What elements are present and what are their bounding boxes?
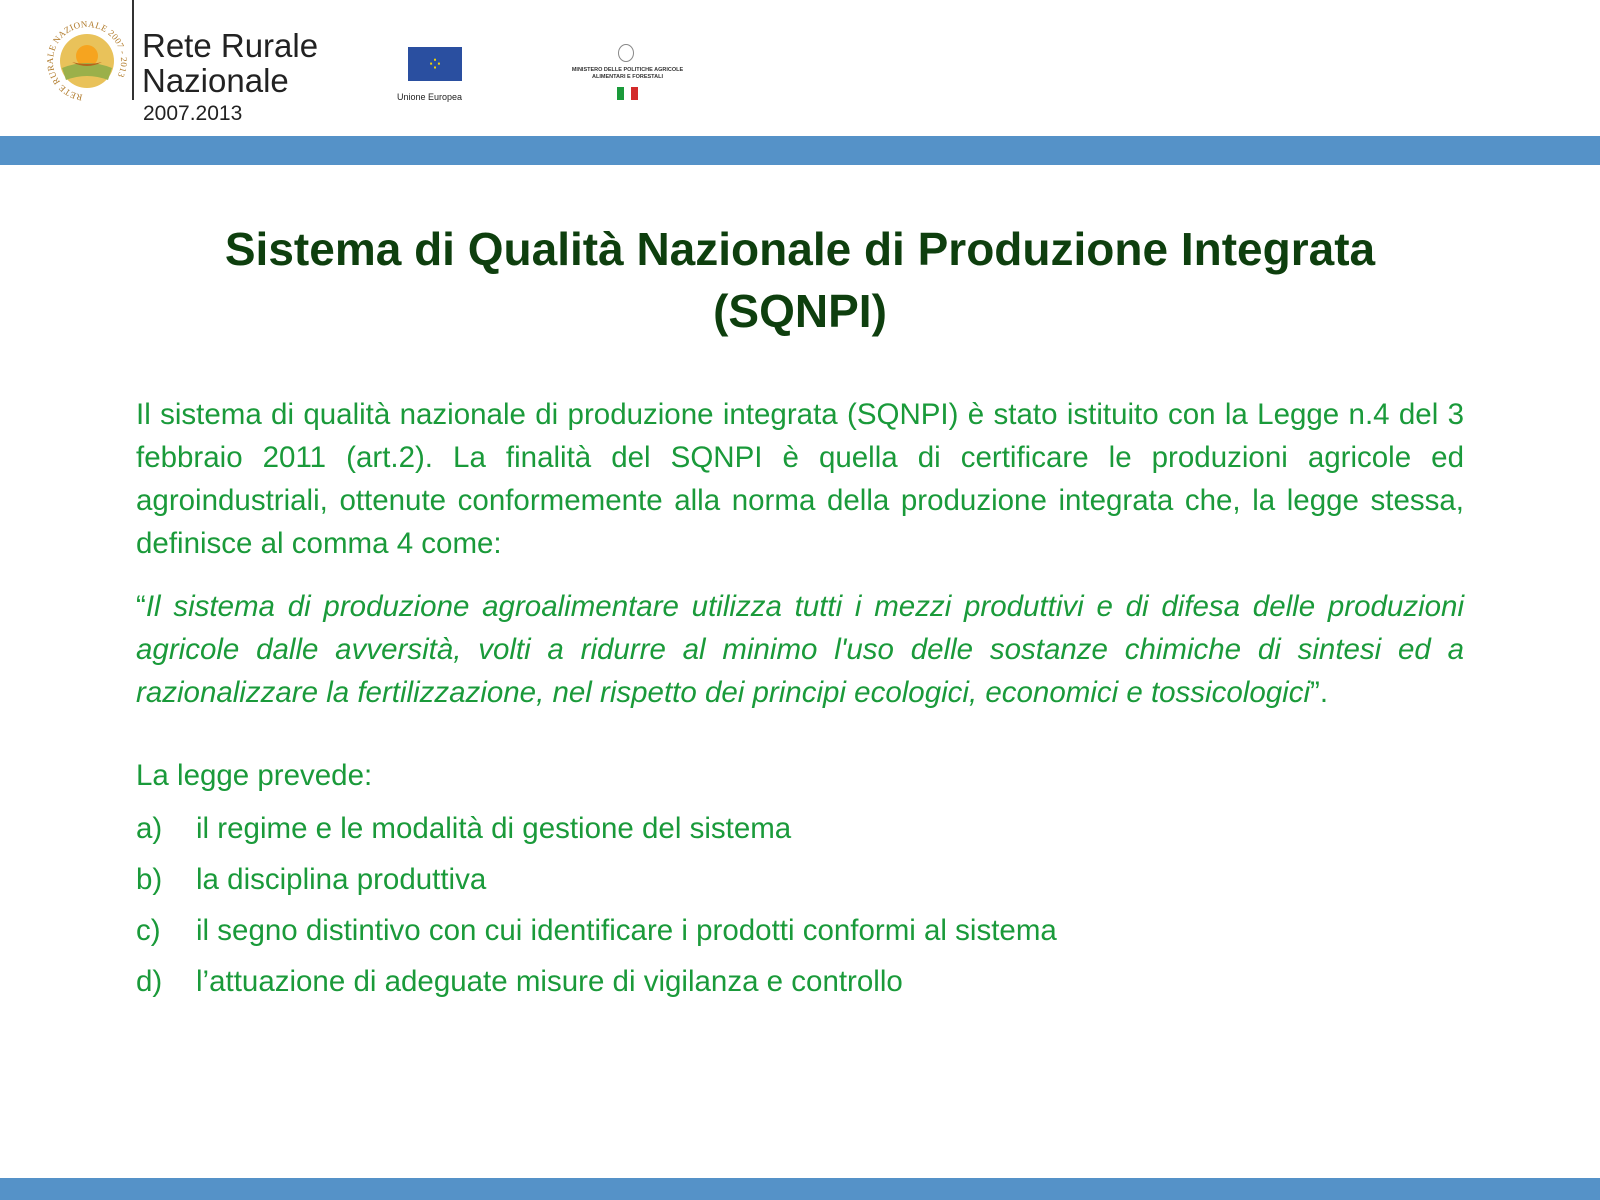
italian-flag-icon — [617, 87, 638, 100]
quote-text: Il sistema di produzione agroalimentare utilizza tutti i mezzi produttivi e di difesa delle produzioni agricole dalle avversità, volti a ridurre al minimo l'uso delle sostanze chimiche di sintesi ed a razionalizzare la fertilizzazione, nel rispetto dei principi ecologici, economici e tossicologici — [136, 590, 1464, 709]
list-marker: c) — [136, 914, 161, 947]
quote-open: “ — [136, 590, 146, 623]
rrn-name-line2: Nazionale — [142, 62, 289, 99]
list-text: l’attuazione di adeguate misure di vigilanza e controllo — [196, 965, 903, 998]
divider — [132, 0, 134, 100]
provisions-list — [136, 803, 1464, 1007]
list-text: il regime e le modalità di gestione del sistema — [196, 812, 792, 845]
law-quote — [136, 585, 1464, 714]
list-marker: b) — [136, 863, 163, 896]
ministry-line1: MINISTERO DELLE POLITICHE AGRICOLE — [571, 67, 684, 73]
title-line1: Sistema di Qualità Nazionale di Produzione Integrata — [224, 223, 1376, 275]
list-text: il segno distintivo con cui identificare i prodotti conformi al sistema — [196, 914, 1057, 947]
slide-body — [136, 393, 1464, 1007]
rete-rurale-logo — [44, 18, 130, 104]
list-item — [136, 956, 1464, 1007]
slide-header — [0, 0, 1600, 136]
list-text: la disciplina produttiva — [196, 863, 487, 896]
rrn-years: 2007.2013 — [143, 102, 243, 125]
list-marker: a) — [136, 812, 163, 845]
list-item — [136, 905, 1464, 956]
title-line2: (SQNPI) — [713, 285, 887, 337]
bottom-band — [0, 1178, 1600, 1200]
rrn-logo-text: RETE RURALE NAZIONALE 2007 - 2013 — [44, 18, 130, 103]
eu-label: Unione Europea — [397, 92, 463, 102]
rete-rurale-name — [142, 28, 318, 98]
list-intro: La legge prevede: — [136, 759, 373, 792]
intro-paragraph: Il sistema di qualità nazionale di produzione integrata (SQNPI) è stato istituito con la Legge n.4 del 3 febbraio 2011 (art.2). La finalità del SQNPI è quella di certificare le produzioni agricole ed agroindustriali, ottenute conformemente alla norma della produzione integrata che, la legge stessa, definisce al comma 4 come: — [136, 398, 1464, 560]
list-marker: d) — [136, 965, 163, 998]
list-item — [136, 854, 1464, 905]
eu-flag-icon: ⁘ — [408, 47, 462, 81]
list-item — [136, 803, 1464, 854]
italian-emblem-icon — [618, 44, 634, 62]
ministry-label — [560, 67, 695, 81]
ministry-line2: ALIMENTARI E FORESTALI — [592, 74, 663, 80]
rrn-name-line1: Rete Rurale — [142, 27, 319, 64]
slide-title — [120, 218, 1480, 342]
top-band — [0, 136, 1600, 165]
quote-close: ”. — [1310, 676, 1329, 709]
